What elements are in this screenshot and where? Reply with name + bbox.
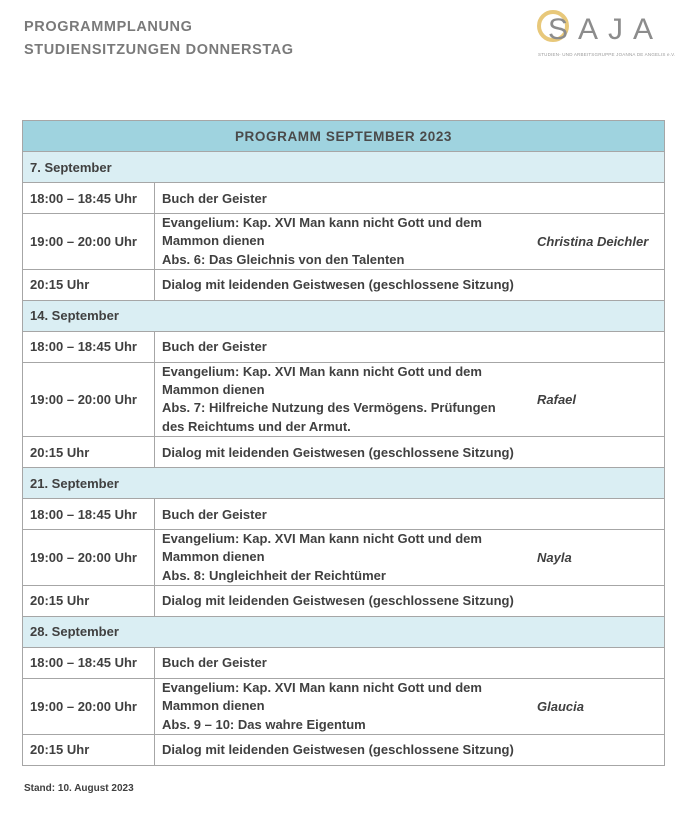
description-line: Evangelium: Kap. XVI Man kann nicht Gott und dem: [162, 679, 482, 695]
session-description: Buch der Geister: [155, 647, 665, 678]
description-line: Evangelium: Kap. XVI Man kann nicht Gott und dem: [162, 531, 482, 547]
session-description: Dialog mit leidenden Geistwesen (geschlossene Sitzung): [155, 585, 665, 616]
document-header: [24, 16, 294, 62]
date-row: [23, 468, 665, 499]
session-description: Buch der Geister: [155, 183, 665, 214]
session-time: 19:00 – 20:00 Uhr: [23, 214, 155, 270]
description-line: Mammon dienen: [162, 382, 265, 398]
session-time: 20:15 Uhr: [23, 437, 155, 468]
session-description: Buch der Geister: [155, 331, 665, 362]
description-line: des Reichtums und der Armut.: [162, 418, 351, 434]
program-table: [22, 120, 665, 766]
session-time: 20:15 Uhr: [23, 585, 155, 616]
session-time: 19:00 – 20:00 Uhr: [23, 678, 155, 734]
session-row: [23, 269, 665, 300]
session-row: [23, 678, 665, 734]
session-time: 18:00 – 18:45 Uhr: [23, 183, 155, 214]
date-row: [23, 300, 665, 331]
description-line: Evangelium: Kap. XVI Man kann nicht Gott und dem: [162, 363, 482, 379]
logo-text: SAJA: [548, 13, 664, 46]
description-line: Abs. 9 – 10: Das wahre Eigentum: [162, 716, 366, 732]
session-time: 18:00 – 18:45 Uhr: [23, 331, 155, 362]
session-description: [155, 362, 531, 436]
description-line: Evangelium: Kap. XVI Man kann nicht Gott und dem: [162, 215, 482, 230]
session-time: 20:15 Uhr: [23, 269, 155, 300]
session-description: Dialog mit leidenden Geistwesen (geschlossene Sitzung): [155, 734, 665, 765]
session-row: [23, 734, 665, 765]
speaker-name: Christina Deichler: [530, 214, 665, 270]
description-line: Abs. 7: Hilfreiche Nutzung des Vermögens. Prüfungen: [162, 400, 496, 416]
session-description: [155, 530, 531, 586]
session-row: [23, 214, 665, 270]
speaker-name: Glaucia: [530, 678, 665, 734]
description-line: Abs. 6: Das Gleichnis von den Talenten: [162, 251, 405, 267]
session-row: [23, 362, 665, 436]
description-line: Mammon dienen: [162, 698, 265, 714]
session-row: [23, 183, 665, 214]
speaker-name: Rafael: [530, 362, 665, 436]
date-row: [23, 616, 665, 647]
session-description: Buch der Geister: [155, 499, 665, 530]
session-time: 18:00 – 18:45 Uhr: [23, 647, 155, 678]
stand-date: Stand: 10. August 2023: [24, 783, 134, 794]
program-title-row: [23, 121, 665, 152]
session-row: [23, 647, 665, 678]
date-label: 21. September: [23, 468, 665, 499]
header-line-2: STUDIENSITZUNGEN DONNERSTAG: [24, 42, 294, 58]
session-time: 19:00 – 20:00 Uhr: [23, 530, 155, 586]
description-line: Abs. 8: Ungleichheit der Reichtümer: [162, 567, 386, 583]
date-row: [23, 152, 665, 183]
session-row: [23, 530, 665, 586]
saja-logo: [534, 8, 676, 58]
session-description: Dialog mit leidenden Geistwesen (geschlossene Sitzung): [155, 269, 665, 300]
session-description: [155, 678, 531, 734]
session-time: 20:15 Uhr: [23, 734, 155, 765]
session-row: [23, 585, 665, 616]
date-label: 7. September: [23, 152, 665, 183]
session-row: [23, 331, 665, 362]
description-line: Mammon dienen: [162, 549, 265, 565]
session-row: [23, 437, 665, 468]
logo-subtitle: STUDIEN- UND ARBEITSGRUPPE JOANNA DE ANGELIS e.V.: [538, 52, 676, 57]
session-time: 19:00 – 20:00 Uhr: [23, 362, 155, 436]
description-line: Mammon dienen: [162, 233, 265, 249]
header-line-1: PROGRAMMPLANUNG: [24, 19, 193, 35]
date-label: 14. September: [23, 300, 665, 331]
session-description: Dialog mit leidenden Geistwesen (geschlossene Sitzung): [155, 437, 665, 468]
date-label: 28. September: [23, 616, 665, 647]
session-row: [23, 499, 665, 530]
session-time: 18:00 – 18:45 Uhr: [23, 499, 155, 530]
speaker-name: Nayla: [530, 530, 665, 586]
program-title: PROGRAMM SEPTEMBER 2023: [23, 121, 665, 152]
session-description: [155, 214, 531, 270]
